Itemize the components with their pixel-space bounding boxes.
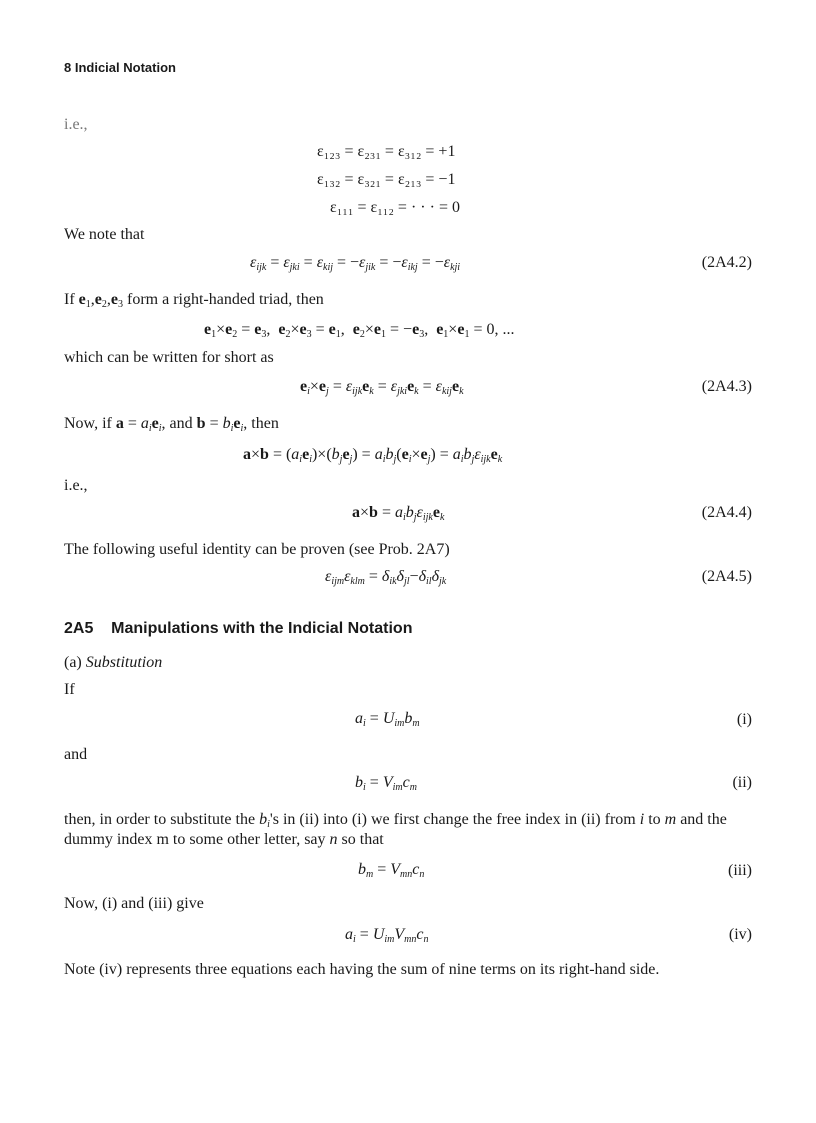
equation-2A4-4: $a\times b = a_ib_j\varepsilon_{ijk}e_k$ [352, 504, 445, 523]
subsection-title: Substitution [85, 654, 163, 671]
equation-iii: $b_m = V_{mn}c_n$ [358, 861, 425, 880]
equation-iv: $a_i = U_{im}V_{mn}c_n$ [345, 926, 429, 945]
equation-label-ii: (ii) [732, 774, 752, 791]
equation-label-iii: (iii) [728, 862, 752, 879]
equation-label-iv: (iv) [728, 926, 752, 943]
equation-label-2A4-5: (2A4.5) [701, 568, 752, 585]
equation-i: $a_i = U_{im}b_m$ [355, 710, 420, 729]
now-if-text: Now, if $a = a_ie_i$, and $b = b_ie_i$, then [64, 415, 279, 434]
perm-eq-zero: ε₁₁₁ = ε₁₁₂ = · · · = 0 [330, 199, 460, 216]
if-word: If [64, 681, 75, 698]
section-heading [64, 620, 412, 638]
cross-product-expansion: $a\times b = (a_ie_i)\times(b_je_j) = a_ib_j(e_i\times e_j) = a_ib_j\varepsilon_{ijk}e_k$ [243, 446, 503, 465]
ie-label-first: i.e., [64, 116, 88, 133]
equation-label-2A4-3: (2A4.3) [701, 378, 752, 395]
we-note-text: We note that [64, 226, 145, 243]
note-iv-text: Note (iv) represents three equations each having the sum of nine terms on its right-hand side. [64, 961, 660, 978]
cross-product-list: $e_1\times e_2 = e_3$, $e_2\times e_3 = e_1$, $e_2\times e_1 = -e_3$, $e_1\times e_1 = 0$, ... [204, 321, 515, 340]
and-word: and [64, 746, 88, 763]
equation-2A4-3: $e_i\times e_j = \varepsilon_{ijk}e_k = \varepsilon_{jki}e_k = \varepsilon_{kij}e_k$ [300, 378, 464, 397]
written-short-text: which can be written for short as [64, 349, 274, 366]
subsection-prefix: (a) [64, 654, 86, 671]
equation-label-2A4-4: (2A4.4) [701, 504, 752, 521]
equation-label-i: (i) [736, 711, 752, 728]
perm-eq-positive: ε₁₂₃ = ε₂₃₁ = ε₃₁₂ = +1 [317, 143, 456, 160]
perm-eq-negative: ε₁₃₂ = ε₃₂₁ = ε₂₁₃ = −1 [317, 171, 456, 188]
subsection-a [64, 653, 162, 673]
equation-label-2A4-2: (2A4.2) [701, 254, 752, 271]
equation-2A4-5: $\varepsilon_{ijm}\varepsilon_{klm} = \delta_{ik}\delta_{jl}-\delta_{il}\delta_{jk}$ [325, 568, 447, 587]
ie-label-second: i.e., [64, 477, 88, 494]
identity-intro-text: The following useful identity can be proven (see Prob. 2A7) [64, 541, 450, 558]
if-triad-text: If $e_1,e_2,e_3$ form a right-handed triad, then [64, 291, 324, 310]
section-title: Manipulations with the Indicial Notation [111, 620, 413, 637]
section-number: 2A5 [64, 620, 94, 637]
now-give-text: Now, (i) and (iii) give [64, 895, 204, 912]
substitution-paragraph: then, in order to substitute the $b_i's$ in (ii) into (i) we first change the free index in (ii) from i to m and the dummy index m to some other letter, say n so that [64, 811, 727, 848]
running-head: 8 Indicial Notation [64, 60, 176, 75]
equation-2A4-2: $\varepsilon_{ijk} = \varepsilon_{jki} = \varepsilon_{kij} = -\varepsilon_{jik} = -\varepsilon_{ikj} = -\varepsilon_{kji}$ [250, 254, 461, 273]
equation-ii: $b_i = V_{im}c_m$ [355, 774, 417, 793]
